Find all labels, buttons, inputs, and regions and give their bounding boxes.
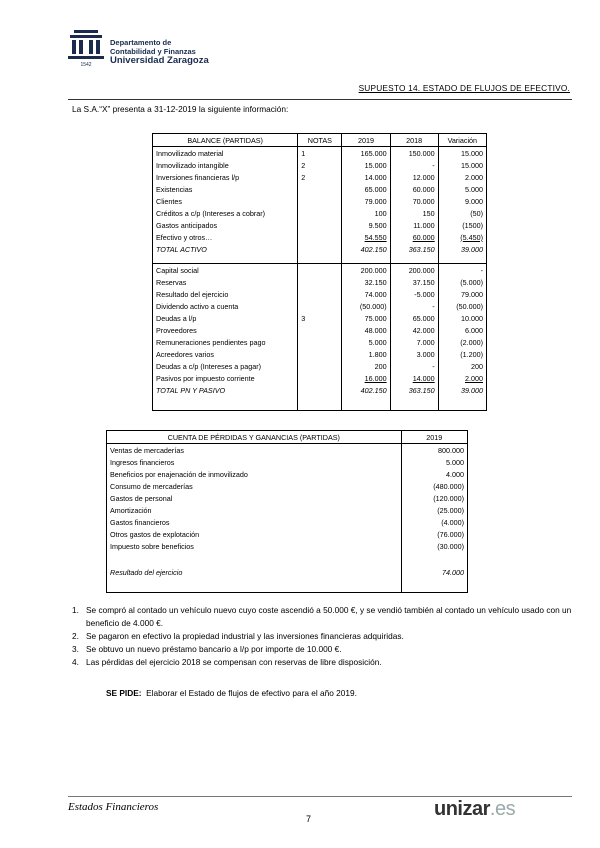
pyg-row (107, 468, 468, 480)
balance-cell-2019: 75.000 (342, 312, 390, 324)
balance-cell-label: Capital social (153, 264, 298, 277)
balance-cell-variacion: 39.000 (438, 243, 486, 255)
balance-cell-nota: 2 (298, 159, 342, 171)
note-item (72, 630, 572, 643)
pyg-cell-value: (4.000) (401, 516, 467, 528)
balance-row (153, 147, 487, 160)
balance-cell-label: Gastos anticipados (153, 219, 298, 231)
pyg-result-row (107, 566, 468, 578)
balance-table (152, 133, 487, 411)
balance-cell-nota (298, 348, 342, 360)
balance-col-2018: 2018 (390, 134, 438, 147)
balance-cell-2018: 70.000 (390, 195, 438, 207)
footer-title: Estados Financieros (68, 801, 159, 813)
balance-cell-label: Pasivos por impuesto corriente (153, 372, 298, 384)
pyg-cell-value: (480.000) (401, 480, 467, 492)
balance-cell-label: Inversiones financieras l/p (153, 171, 298, 183)
balance-cell-nota (298, 384, 342, 396)
balance-cell-2018: 37.150 (390, 276, 438, 288)
balance-row (153, 324, 487, 336)
balance-cell-nota: 3 (298, 312, 342, 324)
balance-cell-label: Inmovilizado intangible (153, 159, 298, 171)
balance-cell-label: Efectivo y otros… (153, 231, 298, 243)
pyg-cell-value: 4.000 (401, 468, 467, 480)
balance-cell-nota (298, 243, 342, 255)
balance-row (153, 243, 487, 255)
balance-row (153, 195, 487, 207)
balance-cell-nota (298, 183, 342, 195)
pyg-row (107, 492, 468, 504)
balance-cell-2019: 165.000 (342, 147, 390, 160)
pyg-table (106, 430, 468, 593)
balance-cell-label: Existencias (153, 183, 298, 195)
balance-cell-2018: - (390, 360, 438, 372)
balance-cell-label: Deudas a l/p (153, 312, 298, 324)
pyg-row (107, 528, 468, 540)
pyg-bottom-pad (107, 578, 468, 593)
balance-col-partidas: BALANCE (PARTIDAS) (153, 134, 298, 147)
balance-cell-variacion: (5.000) (438, 276, 486, 288)
balance-cell-2019: 1.800 (342, 348, 390, 360)
balance-cell-nota (298, 231, 342, 243)
balance-cell-2019: 65.000 (342, 183, 390, 195)
brand-logo (434, 798, 515, 821)
balance-cell-nota (298, 195, 342, 207)
balance-cell-2018: 65.000 (390, 312, 438, 324)
balance-cell-nota (298, 288, 342, 300)
balance-cell-2018: 200.000 (390, 264, 438, 277)
brand-suffix: .es (489, 798, 516, 820)
pyg-cell-label: Consumo de mercaderías (107, 480, 402, 492)
logo-year: 1542 (80, 62, 92, 68)
balance-cell-2018: 12.000 (390, 171, 438, 183)
note-number: 2. (72, 631, 79, 641)
balance-cell-2019: (50.000) (342, 300, 390, 312)
balance-cell-variacion: - (438, 264, 486, 277)
balance-cell-nota (298, 336, 342, 348)
balance-cell-variacion: 5.000 (438, 183, 486, 195)
balance-row (153, 312, 487, 324)
balance-cell-variacion: 15.000 (438, 147, 486, 160)
balance-cell-2018: 150.000 (390, 147, 438, 160)
note-text: Se compró al contado un vehículo nuevo cuyo coste ascendió a 50.000 €, y se vendió también al contado un vehículo usado con un beneficio de 4.000 €. (86, 605, 572, 628)
balance-cell-variacion: 6.000 (438, 324, 486, 336)
note-number: 4. (72, 657, 79, 667)
balance-cell-2018: 363.150 (390, 384, 438, 396)
balance-cell-variacion: 39.000 (438, 384, 486, 396)
balance-row (153, 372, 487, 384)
note-text: Se pagaron en efectivo la propiedad industrial y las inversiones financieras adquiridas. (86, 631, 404, 641)
balance-cell-2019: 5.000 (342, 336, 390, 348)
pyg-cell-label: Ventas de mercaderías (107, 444, 402, 457)
balance-cell-variacion: (1.200) (438, 348, 486, 360)
balance-cell-2018: - (390, 159, 438, 171)
pyg-col-partidas: CUENTA DE PÉRDIDAS Y GANANCIAS (PARTIDAS) (107, 431, 402, 444)
pyg-blank-row (107, 552, 468, 566)
balance-row (153, 231, 487, 243)
balance-row (153, 288, 487, 300)
balance-cell-label: Inmovilizado material (153, 147, 298, 160)
balance-cell-2019: 200.000 (342, 264, 390, 277)
page-title: SUPUESTO 14. ESTADO DE FLUJOS DE EFECTIVO. (358, 83, 570, 93)
balance-row (153, 300, 487, 312)
balance-cell-2018: 42.000 (390, 324, 438, 336)
balance-cell-2019: 100 (342, 207, 390, 219)
pyg-row (107, 540, 468, 552)
balance-cell-nota (298, 207, 342, 219)
balance-cell-variacion: 2.000 (438, 372, 486, 384)
university-name: Universidad Zaragoza (110, 55, 209, 66)
pyg-row (107, 480, 468, 492)
balance-row (153, 207, 487, 219)
pyg-cell-value: (120.000) (401, 492, 467, 504)
brand-main: unizar (434, 798, 490, 820)
balance-cell-2019: 402.150 (342, 384, 390, 396)
balance-cell-label: Proveedores (153, 324, 298, 336)
balance-cell-nota (298, 264, 342, 277)
balance-cell-label: Resultado del ejercicio (153, 288, 298, 300)
balance-cell-2019: 15.000 (342, 159, 390, 171)
notes-list (72, 604, 572, 669)
balance-row (153, 384, 487, 396)
balance-cell-2018: 7.000 (390, 336, 438, 348)
dept-line2: Contabilidad y Finanzas (110, 47, 196, 56)
note-item (72, 643, 572, 656)
pyg-row (107, 456, 468, 468)
balance-cell-2018: 363.150 (390, 243, 438, 255)
balance-row (153, 276, 487, 288)
balance-cell-nota (298, 360, 342, 372)
pyg-cell-value: (30.000) (401, 540, 467, 552)
balance-cell-variacion: (50.000) (438, 300, 486, 312)
pyg-cell-label: Beneficios por enajenación de inmovilizado (107, 468, 402, 480)
balance-cell-2019: 16.000 (342, 372, 390, 384)
note-item (72, 656, 572, 669)
footer-divider (68, 796, 572, 797)
balance-cell-2018: -5.000 (390, 288, 438, 300)
pyg-cell-label: Amortización (107, 504, 402, 516)
se-pide-text: Elaborar el Estado de flujos de efectivo para el año 2019. (146, 688, 357, 698)
balance-cell-nota: 1 (298, 147, 342, 160)
pyg-cell-label: Gastos de personal (107, 492, 402, 504)
balance-cell-nota (298, 372, 342, 384)
pyg-cell-value: 5.000 (401, 456, 467, 468)
pyg-cell-value: (76.000) (401, 528, 467, 540)
pyg-col-2019: 2019 (401, 431, 467, 444)
pyg-cell-label: Impuesto sobre beneficios (107, 540, 402, 552)
note-number: 1. (72, 605, 79, 615)
intro-text: La S.A.“X” presenta a 31-12-2019 la siguiente información: (72, 104, 289, 114)
balance-cell-label: Reservas (153, 276, 298, 288)
balance-cell-2019: 48.000 (342, 324, 390, 336)
balance-cell-2018: 3.000 (390, 348, 438, 360)
se-pide-label: SE PIDE: (106, 688, 142, 698)
balance-row (153, 183, 487, 195)
university-logo-icon (66, 28, 106, 68)
balance-row (153, 171, 487, 183)
balance-cell-2019: 74.000 (342, 288, 390, 300)
pyg-cell-value: (25.000) (401, 504, 467, 516)
balance-row (153, 159, 487, 171)
balance-col-variacion: Variación (438, 134, 486, 147)
balance-cell-nota (298, 219, 342, 231)
note-item (72, 604, 572, 630)
balance-cell-label: Dividendo activo a cuenta (153, 300, 298, 312)
balance-cell-label: Acreedores varios (153, 348, 298, 360)
balance-cell-label: TOTAL ACTIVO (153, 243, 298, 255)
balance-row (153, 336, 487, 348)
header-divider (68, 99, 572, 100)
balance-separator (153, 255, 487, 264)
balance-cell-label: Deudas a c/p (Intereses a pagar) (153, 360, 298, 372)
balance-cell-2019: 402.150 (342, 243, 390, 255)
note-text: Se obtuvo un nuevo préstamo bancario a l/p por importe de 10.000 €. (86, 644, 342, 654)
balance-bottom-pad (153, 396, 487, 411)
pyg-row (107, 516, 468, 528)
balance-cell-variacion: (50) (438, 207, 486, 219)
pyg-cell-label: Otros gastos de explotación (107, 528, 402, 540)
balance-cell-2019: 32.150 (342, 276, 390, 288)
se-pide (106, 688, 357, 698)
page-number: 7 (306, 814, 312, 824)
pyg-cell-value: 800.000 (401, 444, 467, 457)
balance-cell-variacion: (2.000) (438, 336, 486, 348)
pyg-cell-label: Gastos financieros (107, 516, 402, 528)
pyg-result-value: 74.000 (401, 566, 467, 578)
balance-cell-variacion: 10.000 (438, 312, 486, 324)
balance-cell-variacion: (5.450) (438, 231, 486, 243)
balance-cell-2018: 11.000 (390, 219, 438, 231)
balance-row (153, 348, 487, 360)
balance-col-2019: 2019 (342, 134, 390, 147)
balance-cell-2018: - (390, 300, 438, 312)
balance-cell-variacion: 79.000 (438, 288, 486, 300)
balance-row (153, 219, 487, 231)
balance-cell-variacion: (1500) (438, 219, 486, 231)
note-number: 3. (72, 644, 79, 654)
balance-cell-nota: 2 (298, 171, 342, 183)
balance-cell-variacion: 15.000 (438, 159, 486, 171)
pyg-header-row (107, 431, 468, 444)
balance-cell-2018: 150 (390, 207, 438, 219)
balance-cell-variacion: 200 (438, 360, 486, 372)
balance-cell-variacion: 9.000 (438, 195, 486, 207)
balance-cell-label: TOTAL PN Y PASIVO (153, 384, 298, 396)
balance-row (153, 264, 487, 277)
pyg-cell-label: Ingresos financieros (107, 456, 402, 468)
balance-cell-2019: 54.550 (342, 231, 390, 243)
balance-header-row (153, 134, 487, 147)
pyg-row (107, 444, 468, 457)
department-block (110, 38, 209, 65)
pyg-row (107, 504, 468, 516)
balance-cell-2018: 14.000 (390, 372, 438, 384)
balance-cell-nota (298, 276, 342, 288)
balance-cell-2019: 200 (342, 360, 390, 372)
balance-cell-variacion: 2.000 (438, 171, 486, 183)
balance-cell-label: Remuneraciones pendientes pago (153, 336, 298, 348)
balance-row (153, 360, 487, 372)
balance-cell-label: Créditos a c/p (Intereses a cobrar) (153, 207, 298, 219)
balance-cell-nota (298, 324, 342, 336)
balance-cell-label: Clientes (153, 195, 298, 207)
balance-cell-2018: 60.000 (390, 231, 438, 243)
balance-cell-2019: 79.000 (342, 195, 390, 207)
balance-col-notas: NOTAS (298, 134, 342, 147)
dept-line1: Departamento de (110, 38, 172, 47)
note-text: Las pérdidas del ejercicio 2018 se compensan con reservas de libre disposición. (86, 657, 382, 667)
balance-cell-2018: 60.000 (390, 183, 438, 195)
balance-cell-2019: 14.000 (342, 171, 390, 183)
pyg-result-label: Resultado del ejercicio (107, 566, 402, 578)
balance-cell-nota (298, 300, 342, 312)
balance-cell-2019: 9.500 (342, 219, 390, 231)
